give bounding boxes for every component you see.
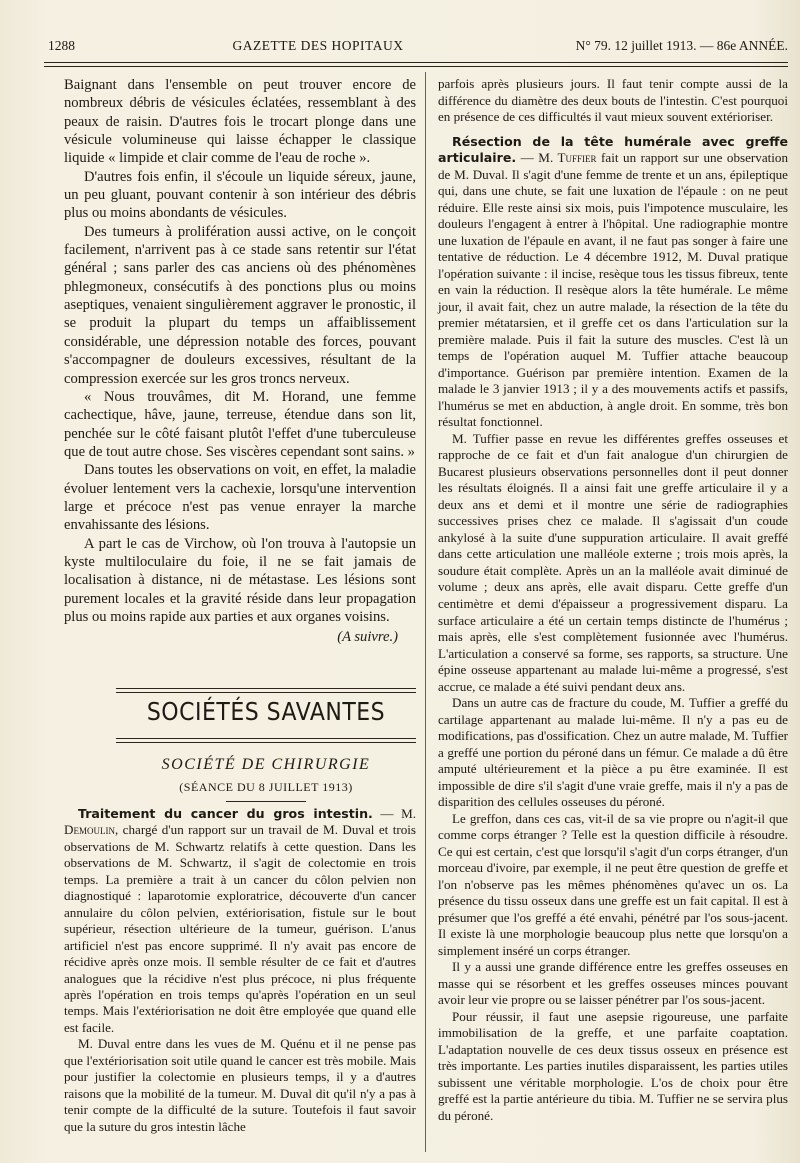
paragraph: M. Duval entre dans les vues de M. Quénu et il ne pense pas que l'extériorisation soit utile quand le cancer est très mobile. Mais pour justifier la colectomie en plusieurs temps, il y a d'autres raisons que la mobilité de la tumeur. M. Duval dit qu'il n'y a pas à tenir compte de la difficulté de la suture. Toutefois il faut savoir que la suture du gros intestin lâche [64,1036,416,1134]
report-text: chargé d'un rapport sur un travail de M. Duval et trois observations de M. Schwartz relatifs à cette question. Dans les observations de M. Schwartz, il s'agit de colectomie en trois temps. La première a trait à un cancer du côlon pelvien non diagnostiqué : laparotomie exploratrice, découverte d'un cancer annulaire du côlon pelvien, extériorisation, fistule sur le bout supérieur, résection ultérieure de la tumeur, guérison. L'anus artificiel n'est pas encore supprimé. Il n'y avait pas encore de récidive après onze mois. Il semble résulter de ce fait et d'autres analogues que la récidive n'est plus précoce, ni plus fréquente après l'opération en trois temps qu'après l'opération en un seul temps. Mais l'extériorisation ne doit être employée que quand elle est facile. [64,822,416,1035]
paragraph: Baignant dans l'ensemble on peut trouver encore de nombreux débris de vésicules éclatées, ressemblant à des peaux de raisin. D'autres fois le trocart plonge dans une vésicule volumineuse qui laisse échapper le classique liquide « limpide et clair comme de l'eau de roche ». [64,77,416,167]
report-author: M. Demoulin, [64,806,417,838]
paragraph: A part le cas de Virchow, où l'on trouva à l'autopsie un kyste multiloculaire du foie, il ne se fait jamais de localisation à distance, ni de métastase. Les lésions sont purement locales et la gravité réside dans leur propagation plus ou moins rapide aux parties et aux organes voisins. [64,535,416,625]
section-rule [116,738,416,739]
left-column-article [64,76,416,646]
short-rule [226,801,306,802]
paragraph: parfois après plusieurs jours. Il faut tenir compte aussi de la différence du diamètre des deux bouts de l'intestin. C'est pourquoi en présence de ces difficultés il vaut mieux souvent extérioriser. [438,76,788,125]
header-rule-top [44,62,788,63]
paragraph: M. Tuffier passe en revue les différentes greffes osseuses et rapproche de ce fait et d'un fait analogue d'un chirurgien de Bucarest plusieurs observations personnelles dont il peut donner les résultats éloignés. Il a ainsi fait une greffe articulaire il y a deux ans et demi et il montre une série de radiographies successives prises chez ce malade. Il s'agissait d'un coude ankylosé à la suite d'une suppuration articulaire. Il avait greffé dans cette articulation une malléole externe ; trois mois après, la soudure était complète. Après un an la malléole avait diminué de volume ; deux ans après, elle avait disparu. Cette greffe d'un centimètre et demi d'épaisseur a progressivement disparu. La surface articulaire a été un certain temps distincte de l'humérus ; mais après, elle s'est complètement fusionnée avec l'humérus. L'articulation a conservé sa forme, ses rapports, sa structure. Une épine osseuse appartenant au malade lui-même a progressé, s'est accrue, ce malade a été suivi pendant deux ans. [438,430,788,694]
column-separator [425,72,426,1152]
paragraph: Des tumeurs à prolifération aussi active, on le conçoit facilement, n'arrivent pas à ce stade sans retentir sur l'état général ; sans parler des cas anciens où des phénomènes phlegmoneux, consécutifs à des ponctions plus ou moins aseptiques, venaient singulièrement aggraver le pronostic, il se produit la plupart du temps un affaiblissement considérable, une dépression notable des forces, pouvant s'accompagner de douleurs excessives, résultant de la compression exercée sur les gros troncs nerveux. [64,223,416,387]
paragraph: Pour réussir, il faut une asepsie rigoureuse, une parfaite immobilisation de la greffe, et une parfaite coaptation. L'adaptation nouvelle de ces deux tissus osseux en présence est très importante. Les parties inutiles disparaissent, les parties utiles subissent une véritable morphologie. L'os de choix pour être greffé est la partie antérieure du tibia. M. Tuffier ne se servira plus du péroné. [438,1008,788,1123]
issue-info: N° 79. 12 juillet 1913. — 86e ANNÉE. [575,38,788,53]
paragraph: Il y a aussi une grande différence entre les greffes osseuses en masse qui se résorbent et les greffes osseuses minces pouvant avoir leur vie propre ou se laisser pénétrer par l'os sous-jacent. [438,959,788,1008]
section-rule [116,692,416,693]
to-be-continued: (A suivre.) [337,629,398,646]
paragraph: D'autres fois enfin, il s'écoule un liquide séreux, jaune, un peu gluant, pouvant contenir à son intérieur des débris plus ou moins abondants de vésicules. [64,168,416,222]
left-column-report [64,806,416,1135]
journal-title: GAZETTE DES HOPITAUX [232,38,404,53]
paragraph: Le greffon, dans ces cas, vit-il de sa vie propre ou n'agit-il que comme corps étranger ? Telle est la question difficile à résoudre. Ce qui est certain, c'est que lorsqu'il s'agit d'un corps étranger, d'un morceau d'ivoire, par exemple, il ne peut être question de greffe et l'on n'observe pas les mêmes phénomènes qu'avec un os. La présence du tissu osseux dans une greffe est un fait capital. Il est à présumer que l'os greffé a été envahi, pénétré par l'os sous-jacent. Il existe là une morphologie beaucoup plus nette que lorsqu'on a simplement inséré un corps étranger. [438,810,788,958]
paragraph: Traitement du cancer du gros intestin. — M. Demoulin, chargé d'un rapport sur un travail de M. Duval et trois observations de M. Schwartz relatifs à cette question. Dans les observations de M. Schwartz, il s'agit de colectomie en trois temps. La première a trait à un cancer du côlon pelvien non diagnostiqué : laparotomie exploratrice, découverte d'un cancer annulaire du côlon pelvien, extériorisation, fistule sur le bout supérieur, résection ultérieure de la tumeur, guérison. L'anus artificiel n'est pas encore supprimé. Il n'y avait pas encore de récidive après onze mois. Il semble résulter de ce fait et d'autres analogues que la récidive n'est plus précoce, ni plus fréquente après l'opération en trois temps qu'après l'opération en un seul temps. Mais l'extériorisation ne doit être employée que quand elle est facile. [64,806,417,1035]
paragraph: Dans un autre cas de fracture du coude, M. Tuffier a greffé du cartilage appartenant au malade lui-même. Il n'y a pas eu de modifications, pas d'ossification. Chez un autre malade, M. Tuffier a greffé une portion du péroné dans un fémur. Ce malade a dû être amputé ultérieurement et la pièce a pu être examinée. Il est impossible de dire s'il s'agit d'une vraie greffe, mais il n'y a pas de disparition des cellules osseuses du péroné. [438,695,788,810]
report-text: fait un rapport sur une observation de M. Duval. Il s'agit d'une femme de trente et un ans, épileptique qui, dans une chute, se fait une luxation de l'épaule : on ne peut réduire. Elle reste ainsi six mois, puis l'impotence musculaire, les douleurs l'engagent à entrer à l'hôpital. Une radiographie montre une luxation de l'épaule en avant, il ne faut pas songer à faire une tentative de réduction. Le 4 décembre 1912, M. Duval pratique l'opération suivante : il incise, resèque tous les tissus fibreux, tente en vain la réduction. Il resèque alors la tête humérale. Le même jour, il avait fait, chez un autre malade, la résection de la tête du premier métatarsien, et il greffe cet os dans l'articulation sur la première malade. Puis il fait la suture des muscles. C'est là un temps de l'opération auquel M. Tuffier attache beaucoup d'importance. Guérison par première intention. Examen de la malade le 3 janvier 1913 ; il y a des mouvements actifs et passifs, l'humérus se met en abduction, à angle droit. En somme, très bon résultat fonctionnel. [438,150,789,430]
paragraph: « Nous trouvâmes, dit M. Horand, une femme cachectique, hâve, jaune, terreuse, étendue dans son lit, penchée sur le côté faisant plutôt l'effet d'une tuberculeuse que de tout autre chose. Ses viscères cependant sont sains. » [64,388,416,460]
page-number: 1288 [48,38,75,53]
section-rule [116,688,416,689]
paragraph: Dans toutes les observations on voit, en effet, la maladie évoluer lentement vers la cachexie, lorsqu'une intervention large et précoce n'est pas venue enrayer la marche envahissante des lésions. [64,462,416,534]
report-title: Traitement du cancer du gros intestin. [78,806,373,821]
right-column [438,76,788,1124]
seance-date: (SÉANCE DU 8 JUILLET 1913) [179,780,353,794]
section-heading: SOCIÉTÉS SAVANTES [146,698,386,727]
report-title: Résection de la tête humérale avec greffe articulaire. [438,133,788,166]
paragraph: Résection de la tête humérale avec greffe articulaire. — M. Tuffier fait un rapport sur une observation de M. Duval. Il s'agit d'une femme de trente et un ans, épileptique qui, dans une chute, se fait une luxation de l'épaule : on ne peut réduire. Elle reste ainsi six mois, puis l'impotence musculaire, les douleurs l'engagent à entrer à l'hôpital. Une radiographie montre une luxation de l'épaule en avant, il ne faut pas songer à faire une tentative de réduction. Le 4 décembre 1912, M. Duval pratique l'opération suivante : il incise, resèque tous les tissus fibreux, tente en vain la réduction. Il resèque alors la tête humérale. Le même jour, il avait fait, chez un autre malade, la résection de la tête du premier métatarsien, et il greffe cet os dans l'articulation sur la première malade. Puis il fait la suture des muscles. C'est là un temps de l'opération auquel M. Tuffier attache beaucoup d'importance. Guérison par première intention. Examen de la malade le 3 janvier 1913 ; il y a des mouvements actifs et passifs, l'humérus se met en abduction, à angle droit. En somme, très bon résultat fonctionnel. [438,133,789,430]
section-rule [116,742,416,743]
page-header [48,38,788,58]
report-author: M. Tuffier [538,150,597,166]
header-rule-bottom [44,66,788,67]
society-title: SOCIÉTÉ DE CHIRURGIE [161,756,371,773]
